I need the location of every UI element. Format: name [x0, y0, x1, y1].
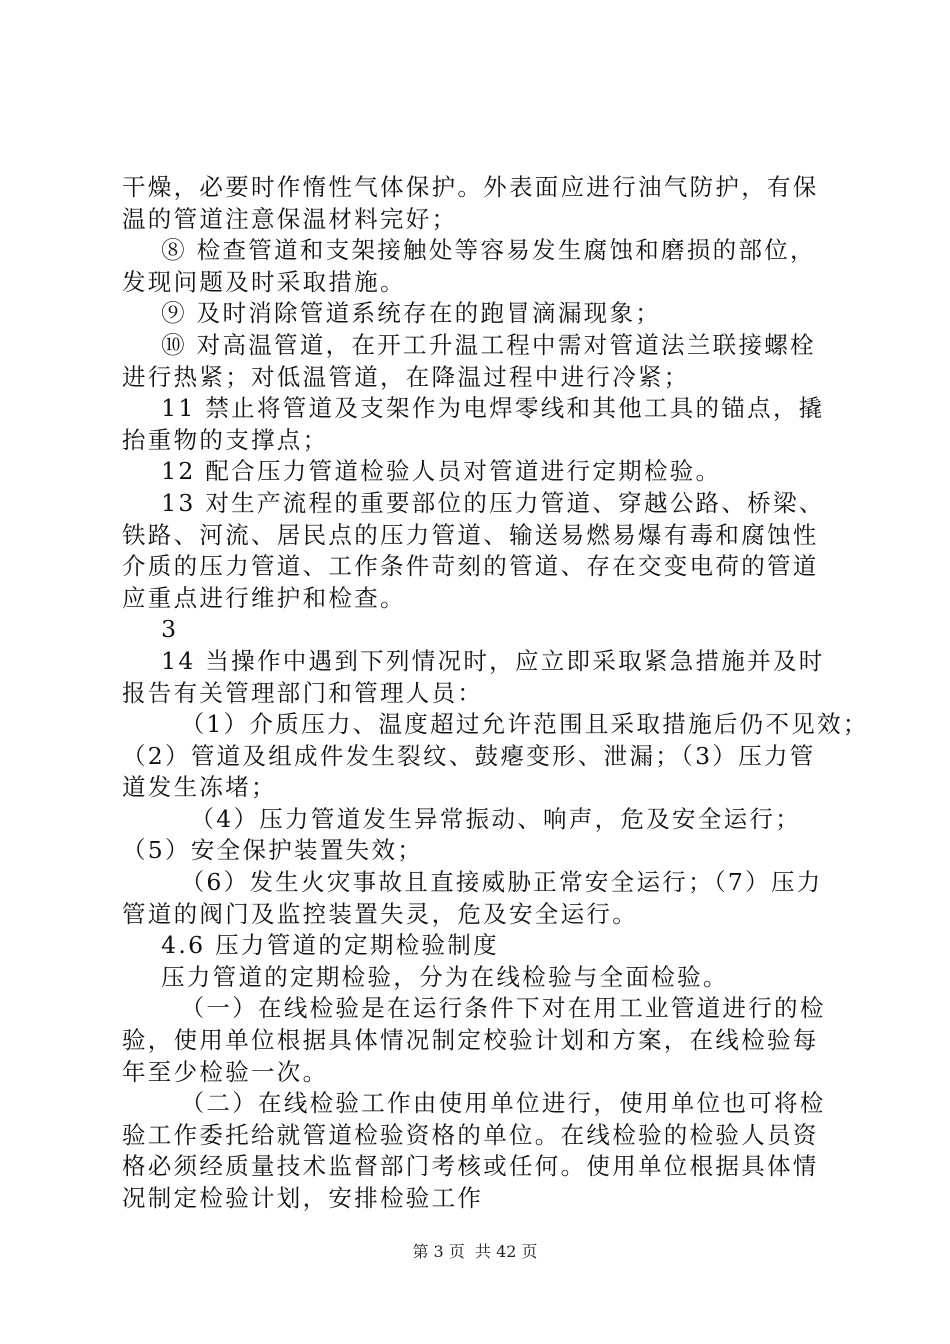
document-body	[122, 172, 869, 1215]
text-line: 温的管道注意保温材料完好；	[122, 204, 458, 233]
text-line: 发现问题及时采取措施。	[122, 267, 406, 296]
text-line: 14 当操作中遇到下列情况时，应立即采取紧急措施并及时	[122, 646, 825, 675]
text-line: 管道的阀门及监控装置失灵，危及安全运行。	[122, 899, 638, 928]
text-line: 格必须经质量技术监督部门考核或任何。使用单位根据具体情	[122, 1152, 819, 1181]
text-line: ⑩ 对高温管道，在开工升温工程中需对管道法兰联接螺栓	[122, 330, 816, 359]
text-line: 11 禁止将管道及支架作为电焊零线和其他工具的锚点，撬	[122, 394, 825, 423]
text-line: 4.6 压力管道的定期检验制度	[122, 931, 499, 960]
text-line: ⑨ 及时消除管道系统存在的跑冒滴漏现象；	[122, 299, 662, 328]
text-line: （6）发生火灾事故且直接威胁正常安全运行；（7）压力	[122, 868, 823, 897]
text-line: ⑧ 检查管道和支架接触处等容易发生腐蚀和磨损的部位，	[122, 236, 816, 265]
text-line: （2）管道及组成件发生裂纹、鼓瘪变形、泄漏；（3）压力管	[122, 741, 816, 770]
text-line: （5）安全保护装置失效；	[122, 836, 424, 865]
text-line: 干燥，必要时作惰性气体保护。外表面应进行油气防护，有保	[122, 173, 819, 201]
text-line: （一）在线检验是在运行条件下对在用工业管道进行的检	[122, 994, 826, 1023]
text-line: 况制定检验计划，安排检验工作	[122, 1184, 484, 1212]
text-line: 12 配合压力管道检验人员对管道进行定期检验。	[122, 457, 722, 486]
text-line: （4）压力管道发生异常振动、响声，危及安全运行；	[122, 804, 802, 833]
text-line: （1）介质压力、温度超过允许范围且采取措施后仍不见效；	[122, 710, 869, 739]
page-number-footer: 第 3 页 共 42 页	[412, 1242, 538, 1261]
text-line: 铁路、河流、居民点的压力管道、输送易燃易爆有毒和腐蚀性	[122, 520, 819, 549]
text-line: 报告有关管理部门和管理人员：	[122, 678, 484, 707]
text-line: （二）在线检验工作由使用单位进行，使用单位也可将检	[122, 1089, 826, 1118]
text-line: 介质的压力管道、工作条件苛刻的管道、存在交变电荷的管道	[122, 552, 819, 581]
text-line: 应重点进行维护和检查。	[122, 583, 406, 612]
text-line: 验，使用单位根据具体情况制定校验计划和方案，在线检验每	[122, 1026, 819, 1055]
text-line: 压力管道的定期检验，分为在线检验与全面检验。	[122, 962, 729, 991]
text-line: 13 对生产流程的重要部位的压力管道、穿越公路、桥梁、	[122, 488, 825, 517]
text-line: 3	[122, 615, 179, 644]
text-line: 验工作委托给就管道检验资格的单位。在线检验的检验人员资	[122, 1120, 819, 1149]
text-line: 进行热紧；对低温管道，在降温过程中进行冷紧；	[122, 362, 690, 391]
text-line: 抬重物的支撑点；	[122, 425, 329, 454]
text-line: 道发生冻堵；	[122, 773, 277, 802]
text-line: 年至少检验一次。	[122, 1057, 329, 1086]
